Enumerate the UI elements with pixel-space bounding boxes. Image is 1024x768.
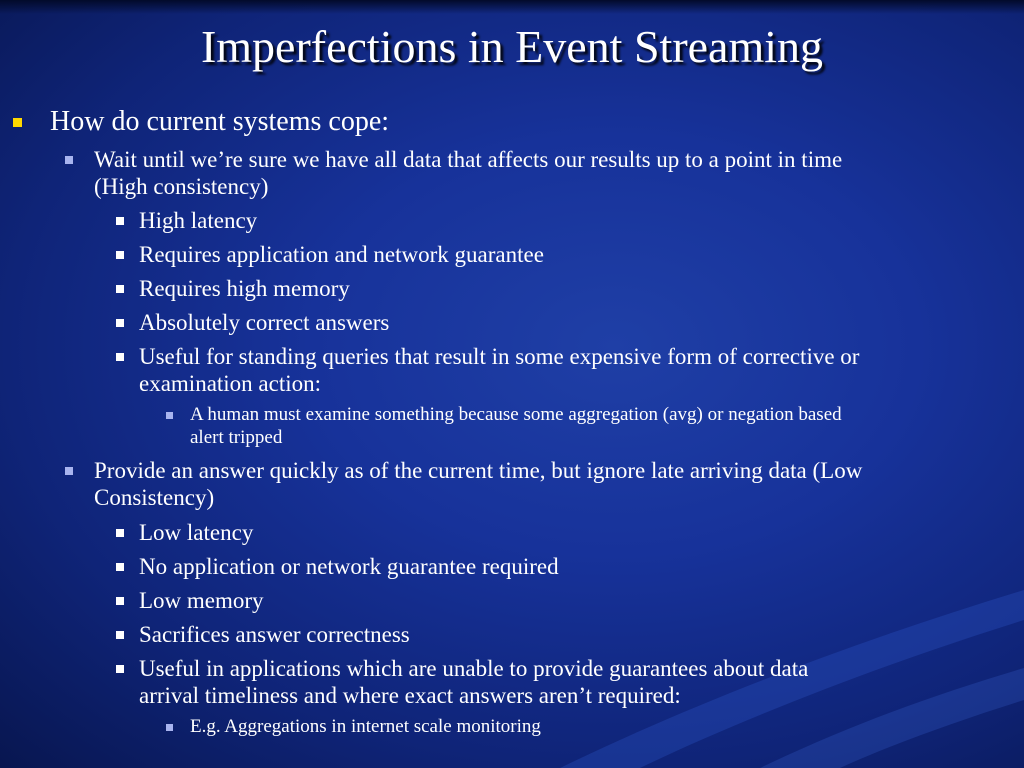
bullet-low-latency: Low latency [139,520,254,545]
bullet-level3-icon [116,251,124,259]
bullet-wait-until-line1: Wait until we’re sure we have all data that affects our results up to a point in time [94,147,843,172]
bullet-level3-icon [116,563,124,571]
bullet-level3-icon [116,285,124,293]
slide-title: Imperfections in Event Streaming [200,21,824,72]
bullet-useful-standing-line1: Useful for standing queries that result in some expensive form of corrective or [139,344,860,369]
bullet-absolutely-correct: Absolutely correct answers [139,310,390,335]
bullet-eg-aggregations: E.g. Aggregations in internet scale monitoring [190,716,541,737]
bullet-requires-guarantee: Requires application and network guarantee [139,242,544,267]
bullet-level3-icon [116,631,124,639]
bullet-provide-answer-line1: Provide an answer quickly as of the current time, but ignore late arriving data (Low [94,458,863,483]
bullet-level3-icon [116,529,124,537]
bullet-useful-standing-line2: examination action: [139,371,322,396]
bullet-level3-icon [116,665,124,673]
bullet-wait-until-line2: (High consistency) [94,174,269,199]
bullet-level3-icon [116,217,124,225]
bullet-sacrifices-correctness: Sacrifices answer correctness [139,622,410,647]
bullet-level3-icon [116,597,124,605]
bullet-provide-answer-line2: Consistency) [94,485,215,510]
bullet-level4-icon [166,724,173,731]
bullet-low-memory: Low memory [139,588,264,613]
bullet-level3-icon [116,353,124,361]
bullet-how-cope: How do current systems cope: [50,106,390,137]
bullet-requires-high-memory: Requires high memory [139,276,350,301]
bullet-level1-icon [13,118,22,127]
bullet-level4-icon [166,412,173,419]
bullet-useful-applications-line1: Useful in applications which are unable to provide guarantees about data [139,656,809,681]
bullet-no-guarantee-required: No application or network guarantee required [139,554,559,579]
bullet-level2-icon [65,467,73,475]
top-dark-band [0,0,1024,14]
bullet-high-latency: High latency [139,208,258,233]
bullet-level2-icon [65,156,73,164]
bullet-level3-icon [116,319,124,327]
bullet-human-examine-line1: A human must examine something because some aggregation (avg) or negation based [190,404,842,425]
bullet-useful-applications-line2: arrival timeliness and where exact answers aren’t required: [139,683,681,708]
bullet-human-examine-line2: alert tripped [190,427,283,448]
